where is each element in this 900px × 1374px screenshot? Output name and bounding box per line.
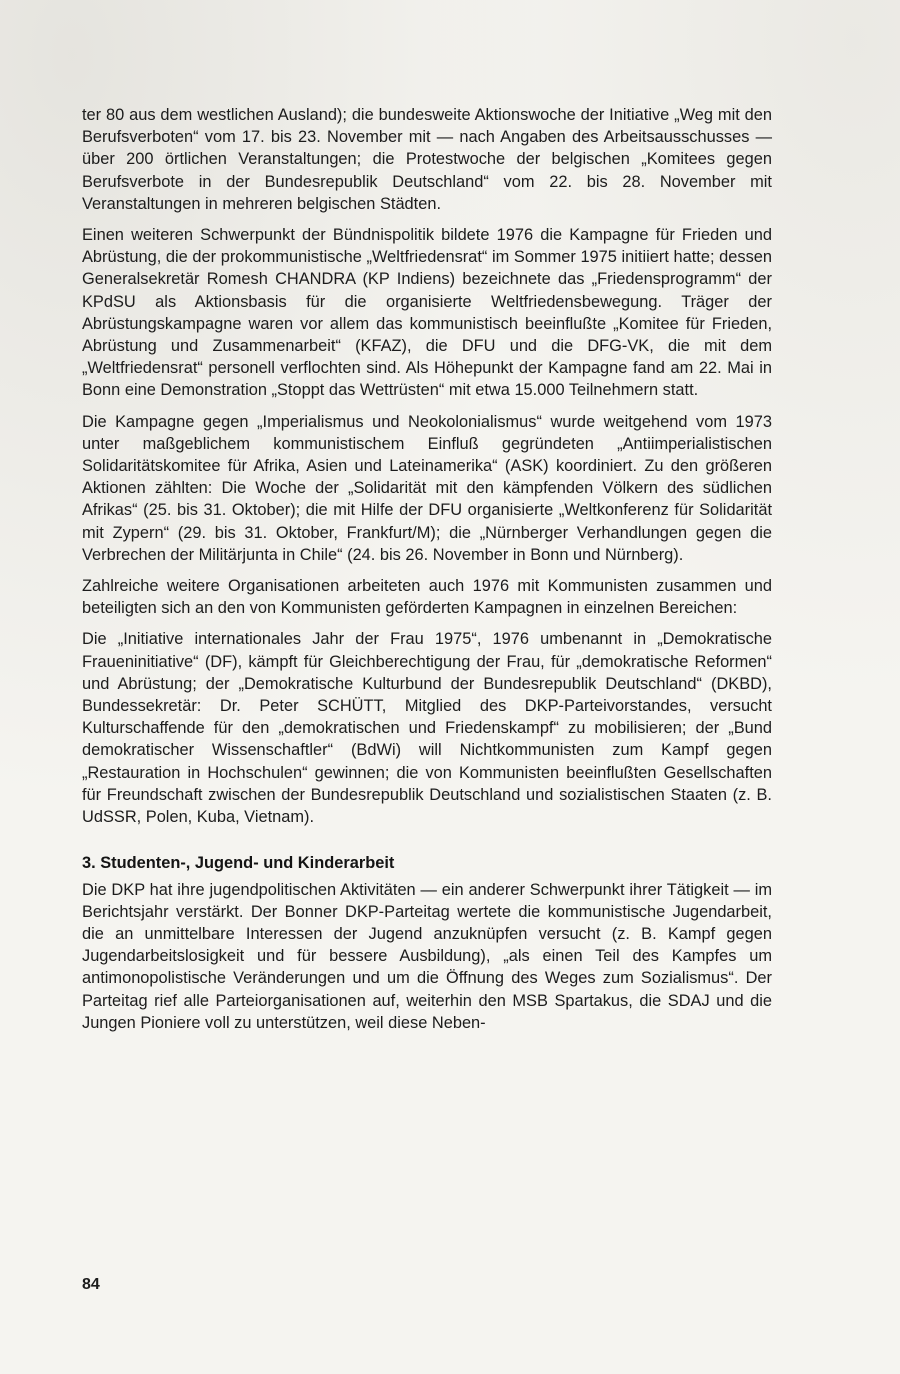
body-text: [82, 104, 772, 1043]
paragraph-frieden-abruestung: Einen weiteren Schwerpunkt der Bündnispolitik bildete 1976 die Kampagne für Frieden und Abrüstung, die der prokommunistische „Weltfriedensrat“ im Sommer 1975 initiiert hatte; dessen Generalsekretär Romesh CHANDRA (KP Indiens) bezeichnete das „Friedensprogramm“ der KPdSU als Aktionsbasis für die organisierte Weltfriedensbewegung. Träger der Abrüstungskampagne waren vor allem das kommunistisch beeinflußte „Komitee für Frieden, Abrüstung und Zusammenarbeit“ (KFAZ), die DFU und die DFG-VK, die mit dem „Weltfriedensrat“ personell verflochten sind. Als Höhepunkt der Kampagne fand am 22. Mai in Bonn eine Demonstration „Stoppt das Wettrüsten“ mit etwa 15.000 Teilnehmern statt.: [82, 226, 772, 400]
section-heading: 3. Studenten-, Jugend- und Kinderarbeit: [82, 854, 395, 873]
paragraph-jugendarbeit: Die DKP hat ihre jugendpolitischen Aktivitäten — ein anderer Schwerpunkt ihrer Tätigkeit — im Berichtsjahr verstärkt. Der Bonner DKP-Parteitag wertete die kommunistische Jugendarbeit, die an unmittelbare Interessen der Jugend anzuknüpfen versucht (z. B. Kampf gegen Jugendarbeitslosigkeit und für bessere Ausbildung), „als einen Teil des Kampfes um antimonopolistische Veränderungen und um die Öffnung des Weges zum Sozialismus“. Der Parteitag rief alle Parteiorganisationen auf, weiterhin den MSB Spartakus, die SDAJ und die Jungen Pioniere voll zu unterstützen, weil diese Neben-: [82, 880, 772, 1032]
paragraph-organisationen: Zahlreiche weitere Organisationen arbeiteten auch 1976 mit Kommunisten zusammen und beteiligten sich an den von Kommunisten geförderten Kampagnen in einzelnen Bereichen:: [82, 577, 772, 618]
paragraph-berufsverbote: ter 80 aus dem westlichen Ausland); die bundesweite Aktionswoche der Initiative „Weg mit den Berufsverboten“ vom 17. bis 23. November mit — nach Angaben des Arbeitsausschusses — über 200 örtlichen Veranstaltungen; die Protestwoche der belgischen „Komitees gegen Berufsverbote in der Bundesrepublik Deutschland“ vom 22. bis 28. November mit Veranstaltungen in mehreren belgischen Städten.: [82, 106, 772, 213]
paragraph-initiativen: Die „Initiative internationales Jahr der Frau 1975“, 1976 umbenannt in „Demokratische Fraueninitiative“ (DF), kämpft für Gleichberechtigung der Frau, für „demokratische Reformen“ und Abrüstung; der „Demokratische Kulturbund der Bundesrepublik Deutschland“ (DKBD), Bundessekretär: Dr. Peter SCHÜTT, Mitglied des DKP-Parteivorstandes, versucht Kulturschaffende für den „demokratischen und Friedenskampf“ zu mobilisieren; der „Bund demokratischer Wissenschaftler“ (BdWi) will Nichtkommunisten zum Kampf gegen „Restauration in Hochschulen“ gewinnen; die von Kommunisten beeinflußten Gesellschaften für Freundschaft zwischen der Bundesrepublik Deutschland und sozialistischen Staaten (z. B. UdSSR, Polen, Kuba, Vietnam).: [82, 630, 772, 827]
paragraph-imperialismus: Die Kampagne gegen „Imperialismus und Neokolonialismus“ wurde weitgehend vom 1973 unter maßgeblichem kommunistischem Einfluß gegründeten „Antiimperialistischen Solidaritätskomitee für Afrika, Asien und Lateinamerika“ (ASK) koordiniert. Zu den größeren Aktionen zählten: Die Woche der „Solidarität mit den kämpfenden Völkern des südlichen Afrikas“ (25. bis 31. Oktober); die mit Hilfe der DFU organisierte „Weltkonferenz für Solidarität mit Zypern“ (29. bis 31. Oktober, Frankfurt/M); die „Nürnberger Verhandlungen gegen die Verbrechen der Militärjunta in Chile“ (24. bis 26. November in Bonn und Nürnberg).: [82, 412, 772, 564]
page-number: 84: [82, 1276, 100, 1293]
